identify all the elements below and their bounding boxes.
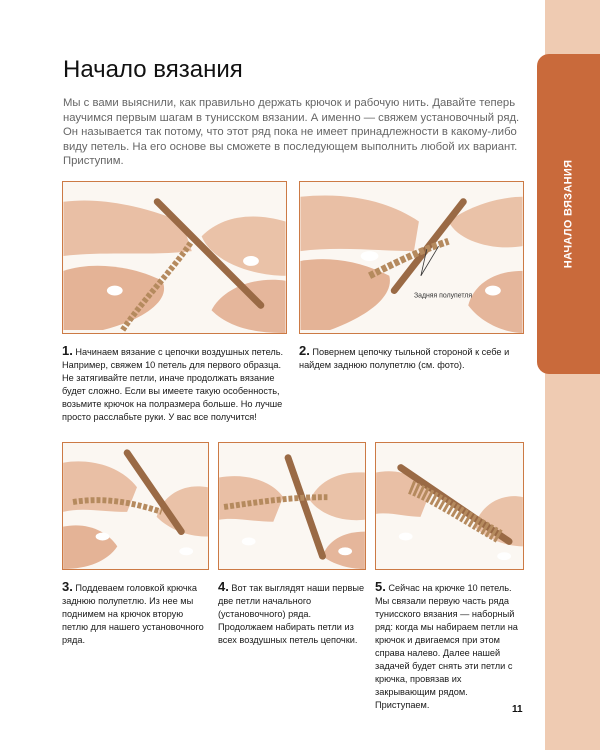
caption-step-5 xyxy=(375,580,524,712)
step-2-number: 2. xyxy=(299,343,310,358)
photo-step-5-illustration xyxy=(376,443,523,569)
caption-step-2 xyxy=(299,344,524,372)
caption-step-3 xyxy=(62,580,209,647)
photo-step-2 xyxy=(299,181,524,334)
chapter-tab-label-wrap xyxy=(537,54,600,374)
photo-step-2-label: Задняя полупетля xyxy=(413,292,473,300)
step-1-text: Начинаем вязание с цепочки воздушных петель. Например, свяжем 10 петель для первого образца. Не затягивайте петли, иначе продолжать вязание будет сложно. Если вы имеете такую особенность, возьмите крючок на полразмера больше. Но лучше просто расслабьте руки. У вас все получится! xyxy=(62,347,284,422)
caption-step-4 xyxy=(218,580,366,647)
step-3-number: 3. xyxy=(62,579,73,594)
page-number: 11 xyxy=(512,704,523,715)
photo-step-1 xyxy=(62,181,287,334)
step-4-number: 4. xyxy=(218,579,229,594)
chapter-tab-label: НАЧАЛО ВЯЗАНИЯ xyxy=(562,159,575,269)
intro-paragraph: Мы с вами выяснили, как правильно держать крючок и рабочую нить. Давайте теперь научимся первым шагам в тунисском вязании. А именно — свяжем установочный ряд. Он называется так потому, что этот ряд пока не имеет принадлежности в какому-либо виду петель. На его основе вы сможете в последующем выполнить любой их вариант. Приступим. xyxy=(63,97,520,167)
photo-step-2-illustration xyxy=(300,182,523,333)
page-title: Начало вязания xyxy=(63,56,243,83)
caption-step-1 xyxy=(62,344,287,424)
step-3-text: Поддеваем головкой крючка заднюю полупетлю. Из нее мы поднимем на крючок вторую петлю для нашего установочного ряда. xyxy=(62,583,204,645)
photo-step-4 xyxy=(218,442,366,570)
photo-step-3-illustration xyxy=(63,443,208,569)
photo-step-3 xyxy=(62,442,209,570)
photo-step-4-illustration xyxy=(219,443,365,569)
step-4-text: Вот так выглядят наши первые две петли начального (установочного) ряда. Продолжаем набирать петли из всех воздушных петель цепочки. xyxy=(218,583,365,645)
step-5-number: 5. xyxy=(375,579,386,594)
step-1-number: 1. xyxy=(62,343,73,358)
step-2-text: Повернем цепочку тыльной стороной к себе и найдем заднюю полупетлю (см. фото). xyxy=(299,347,510,370)
photo-step-1-illustration xyxy=(63,182,286,333)
photo-step-5 xyxy=(375,442,524,570)
step-5-text: Сейчас на крючке 10 петель. Мы связали первую часть ряда тунисского вязания — наборный ряд: когда мы набираем петли на крючок и двигаемся при этом справа налево. Далее нашей задачей будет снять эти петли с крючка, провязав их закрывающим рядом. Приступаем. xyxy=(375,583,518,710)
